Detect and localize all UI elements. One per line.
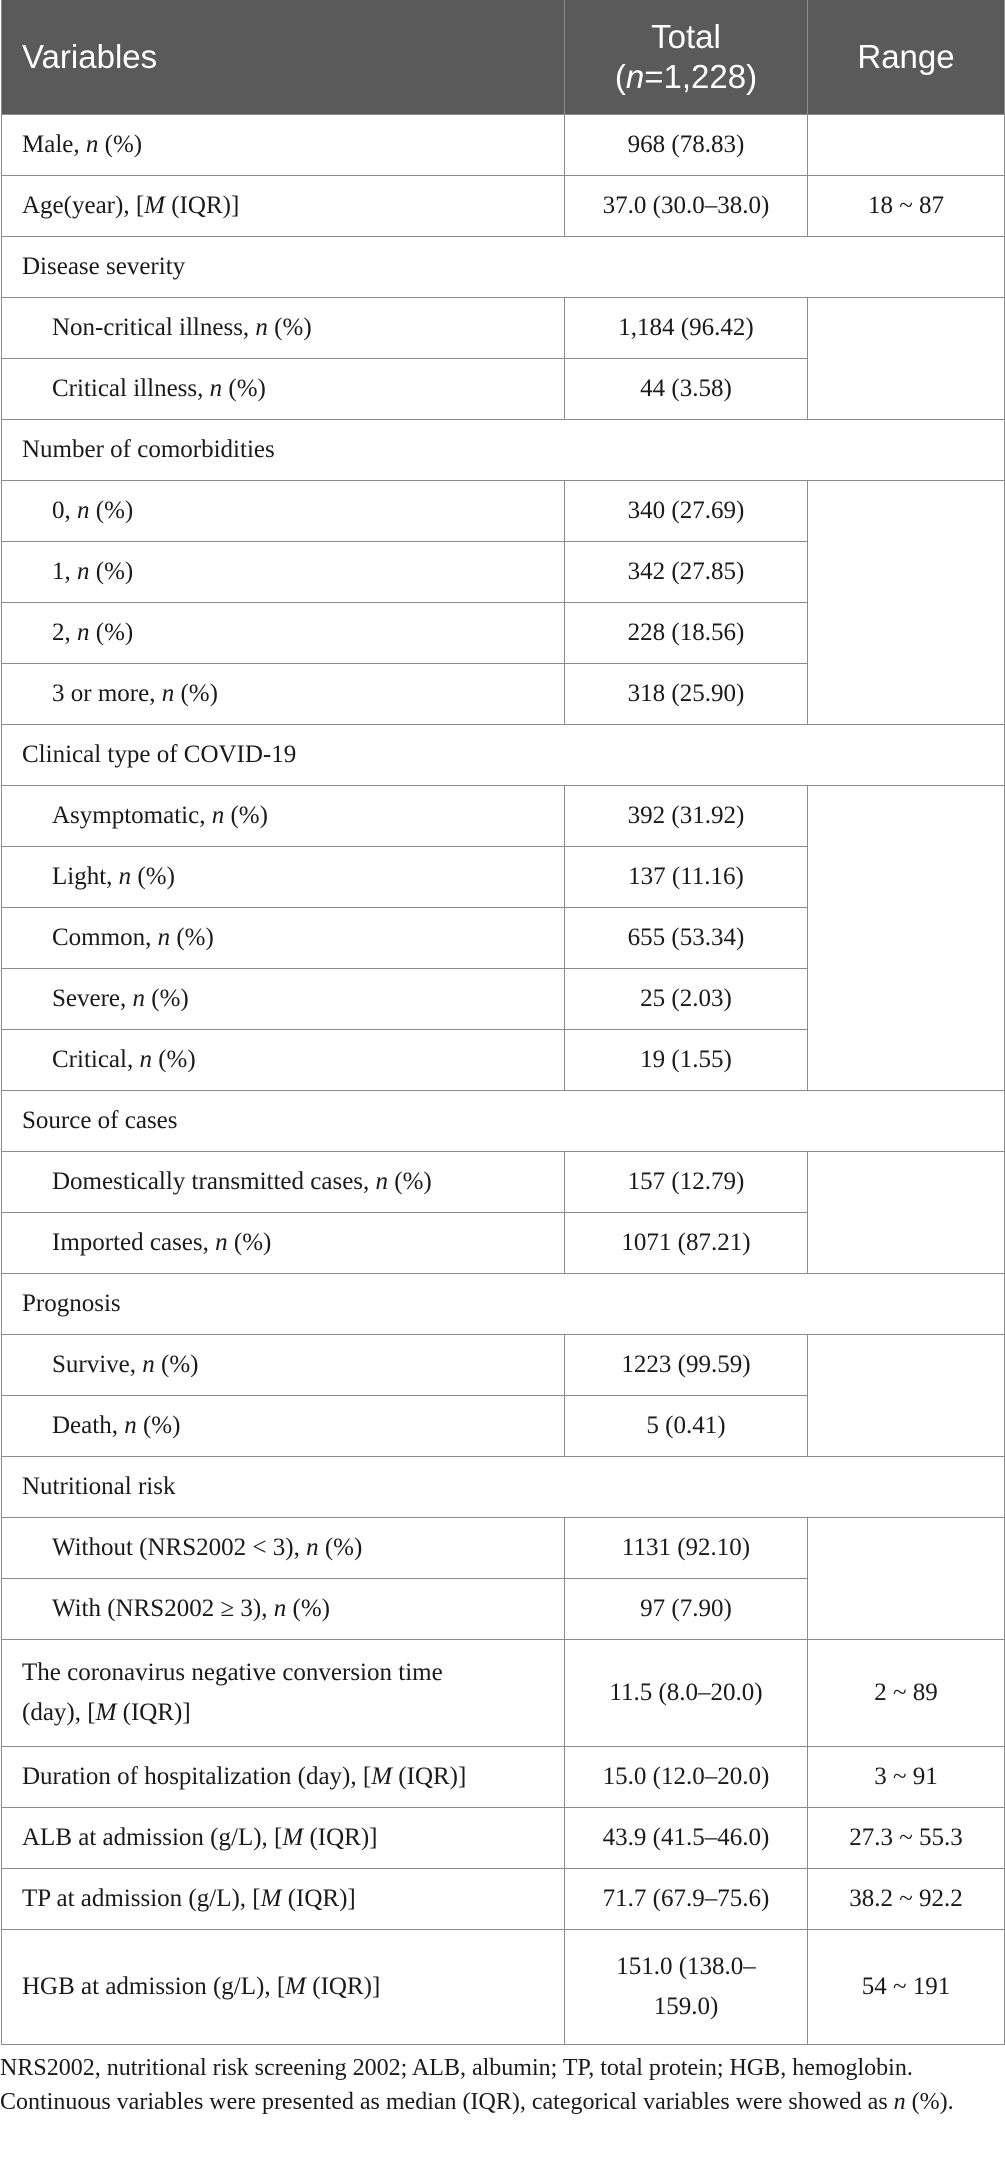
row-total: 1,184 (96.42): [565, 298, 808, 359]
row-label: ALB at admission (g/L), [M (IQR)]: [2, 1808, 565, 1869]
row-total: 1223 (99.59): [565, 1335, 808, 1396]
group-row: [2, 1274, 1005, 1335]
table-footnote: NRS2002, nutritional risk screening 2002; ALB, albumin; TP, total protein; HGB, hemoglobin. Continuous variables were presented as median (IQR), categorical variables were showed as n (%).: [0, 2055, 954, 2115]
group-row: [2, 237, 1005, 298]
table-row: [2, 1869, 1005, 1930]
row-range: [808, 115, 1005, 176]
row-range: 27.3 ~ 55.3: [808, 1808, 1005, 1869]
row-total: 97 (7.90): [565, 1579, 808, 1640]
row-range: [808, 481, 1005, 725]
row-total: 392 (31.92): [565, 786, 808, 847]
row-total: 968 (78.83): [565, 115, 808, 176]
table-header-row: [2, 0, 1005, 115]
row-label: 2, n (%): [2, 603, 565, 664]
table-row: [2, 1518, 1005, 1579]
group-label: Source of cases: [2, 1091, 1005, 1152]
row-range: [808, 1335, 1005, 1457]
group-row: [2, 420, 1005, 481]
row-total: 342 (27.85): [565, 542, 808, 603]
row-range: 38.2 ~ 92.2: [808, 1869, 1005, 1930]
row-label: 3 or more, n (%): [2, 664, 565, 725]
row-total: 43.9 (41.5–46.0): [565, 1808, 808, 1869]
row-total: 655 (53.34): [565, 908, 808, 969]
row-total: 137 (11.16): [565, 847, 808, 908]
group-label: Disease severity: [2, 237, 1005, 298]
row-label: Survive, n (%): [2, 1335, 565, 1396]
row-total: 5 (0.41): [565, 1396, 808, 1457]
table-row: [2, 481, 1005, 542]
row-range: 54 ~ 191: [808, 1930, 1005, 2045]
row-label: Domestically transmitted cases, n (%): [2, 1152, 565, 1213]
row-total: 340 (27.69): [565, 481, 808, 542]
row-total: 1071 (87.21): [565, 1213, 808, 1274]
table-row: [2, 1152, 1005, 1213]
row-label: Death, n (%): [2, 1396, 565, 1457]
table-row: [2, 298, 1005, 359]
row-label: TP at admission (g/L), [M (IQR)]: [2, 1869, 565, 1930]
header-range: Range: [808, 0, 1005, 115]
group-label: Clinical type of COVID-19: [2, 725, 1005, 786]
table-row: [2, 1335, 1005, 1396]
row-range: 2 ~ 89: [808, 1640, 1005, 1747]
table-row: [2, 1747, 1005, 1808]
baseline-table: [1, 0, 1005, 2045]
row-total: 19 (1.55): [565, 1030, 808, 1091]
row-label: HGB at admission (g/L), [M (IQR)]: [2, 1930, 565, 2045]
row-label: Light, n (%): [2, 847, 565, 908]
row-total: 71.7 (67.9–75.6): [565, 1869, 808, 1930]
row-label: The coronavirus negative conversion time (day), [M (IQR)]: [2, 1640, 565, 1747]
row-total: 228 (18.56): [565, 603, 808, 664]
row-range: 3 ~ 91: [808, 1747, 1005, 1808]
table-row: [2, 786, 1005, 847]
row-range: [808, 298, 1005, 420]
group-row: [2, 725, 1005, 786]
table-row: [2, 1930, 1005, 2045]
row-total: 1131 (92.10): [565, 1518, 808, 1579]
row-total: 11.5 (8.0–20.0): [565, 1640, 808, 1747]
group-label: Nutritional risk: [2, 1457, 1005, 1518]
header-total: Total (n=1,228): [565, 0, 808, 115]
group-row: [2, 1091, 1005, 1152]
row-label: Common, n (%): [2, 908, 565, 969]
group-row: [2, 1457, 1005, 1518]
row-range: [808, 786, 1005, 1091]
table-row: [2, 115, 1005, 176]
row-total: 44 (3.58): [565, 359, 808, 420]
row-total: 15.0 (12.0–20.0): [565, 1747, 808, 1808]
group-label: Prognosis: [2, 1274, 1005, 1335]
row-label: Critical illness, n (%): [2, 359, 565, 420]
row-label: Duration of hospitalization (day), [M (IQR)]: [2, 1747, 565, 1808]
row-range: [808, 1518, 1005, 1640]
row-label: Without (NRS2002 < 3), n (%): [2, 1518, 565, 1579]
row-label: Imported cases, n (%): [2, 1213, 565, 1274]
table-row: [2, 176, 1005, 237]
row-range: 18 ~ 87: [808, 176, 1005, 237]
row-label: Asymptomatic, n (%): [2, 786, 565, 847]
row-label: Male, n (%): [2, 115, 565, 176]
row-total: 25 (2.03): [565, 969, 808, 1030]
table-row: [2, 1808, 1005, 1869]
row-label: With (NRS2002 ≥ 3), n (%): [2, 1579, 565, 1640]
row-label: 0, n (%): [2, 481, 565, 542]
table-row: [2, 1640, 1005, 1747]
row-label: Non-critical illness, n (%): [2, 298, 565, 359]
row-range: [808, 1152, 1005, 1274]
row-label: Severe, n (%): [2, 969, 565, 1030]
group-label: Number of comorbidities: [2, 420, 1005, 481]
row-label: Age(year), [M (IQR)]: [2, 176, 565, 237]
header-variables: Variables: [2, 0, 565, 115]
row-total: 37.0 (30.0–38.0): [565, 176, 808, 237]
row-total: 318 (25.90): [565, 664, 808, 725]
row-label: 1, n (%): [2, 542, 565, 603]
row-label: Critical, n (%): [2, 1030, 565, 1091]
row-total: 157 (12.79): [565, 1152, 808, 1213]
row-total: 151.0 (138.0– 159.0): [565, 1930, 808, 2045]
